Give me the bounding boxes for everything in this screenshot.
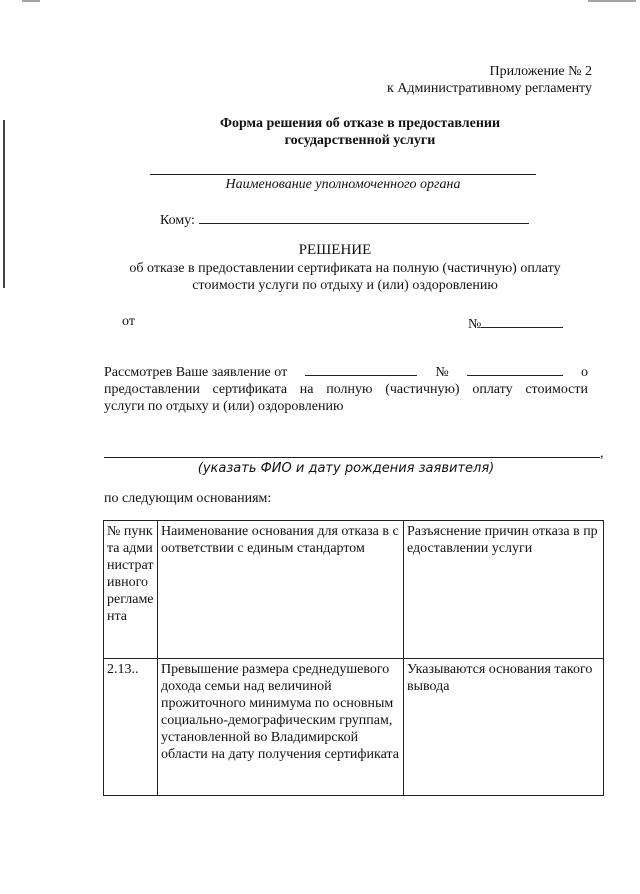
organ-name-line[interactable] — [150, 174, 536, 175]
scan-edge-artifact — [3, 120, 5, 288]
review-paragraph — [104, 362, 588, 415]
form-title-line: Форма решения об отказе в предоставлении — [219, 116, 501, 131]
decision-subtitle-line: об отказе в предоставлении сертификата на полную (частичную) оплату — [129, 261, 561, 276]
appendix-header — [387, 63, 592, 97]
application-number-field[interactable] — [467, 362, 563, 376]
application-number-label: № — [435, 365, 449, 380]
scan-corner-mark — [22, 0, 40, 2]
organ-name-caption: Наименование уполномоченного органа — [225, 177, 461, 192]
applicant-fio-caption: (указать ФИО и дату рождения заявителя) — [197, 461, 495, 476]
form-title — [150, 115, 570, 149]
refusal-reasons-table — [103, 520, 604, 796]
decision-subtitle — [100, 260, 590, 294]
review-about: о — [581, 365, 588, 380]
decision-subtitle-line: стоимости услуги по отдыху и (или) оздоровлению — [192, 278, 498, 293]
scan-corner-mark — [588, 0, 636, 2]
header-item-number: № пункта административного регламента — [104, 521, 158, 659]
review-line: услуги по отдыху и (или) оздоровлению — [104, 399, 344, 414]
decision-number-field[interactable] — [481, 313, 563, 328]
decision-date-label: от — [122, 314, 135, 329]
application-date-field[interactable] — [305, 362, 417, 376]
header-explanation: Разъяснение причин отказа в предоставлении услуги — [404, 521, 604, 659]
table-row — [104, 659, 604, 796]
appendix-reference: к Административному регламенту — [387, 81, 592, 96]
form-title-line: государственной услуги — [284, 133, 436, 148]
table-header-row — [104, 521, 604, 659]
decision-number-label: № — [468, 317, 482, 332]
applicant-fio-field[interactable] — [104, 457, 600, 458]
recipient-field[interactable] — [199, 209, 529, 224]
cell-item-number: 2.13.. — [104, 659, 158, 796]
recipient-label: Кому: — [160, 213, 195, 228]
decision-number-row — [468, 313, 563, 333]
appendix-number: Приложение № 2 — [489, 64, 592, 79]
review-intro: Рассмотрев Ваше заявление от — [104, 365, 288, 380]
review-line: предоставлении сертификата на полную (частичную) оплату стоимости — [104, 382, 588, 397]
recipient-row — [160, 209, 529, 229]
cell-explanation: Указываются основания такого вывода — [404, 659, 604, 796]
grounds-label: по следующим основаниям: — [104, 491, 272, 506]
cell-reason: Превышение размера среднедушевого дохода семьи над величиной прожиточного минимума по основным социально-демографическим группам, установленной во Владимирской области на дату получения сертификата — [158, 659, 404, 796]
header-reason: Наименование основания для отказа в соответствии с единым стандартом — [158, 521, 404, 659]
decision-title: РЕШЕНИЕ — [298, 242, 372, 258]
fio-comma: , — [600, 446, 604, 461]
